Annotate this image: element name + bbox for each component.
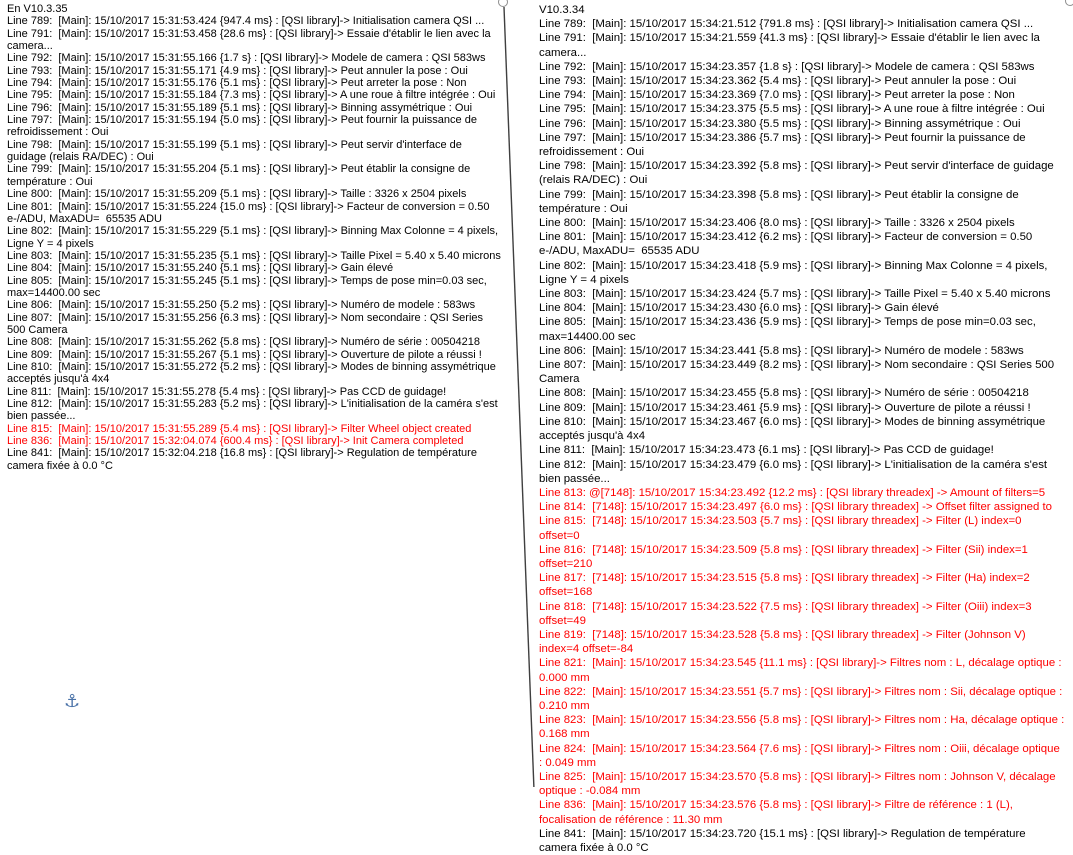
log-entry: Line 808: [Main]: 15/10/2017 15:31:55.262 {5.8 ms} : [QSI library]-> Numéro de série : 00504218 xyxy=(7,336,504,348)
log-entry: Line 792: [Main]: 15/10/2017 15:34:23.357 {1.8 s} : [QSI library]-> Modele de camera : QSI 583ws xyxy=(539,60,1065,74)
log-entry: Line 818: [7148]: 15/10/2017 15:34:23.522 {7.5 ms} : [QSI library threadex] -> Filter (Oiii) index=3 offset=49 xyxy=(539,600,1065,628)
log-entry: Line 811: [Main]: 15/10/2017 15:31:55.278 {5.4 ms} : [QSI library]-> Pas CCD de guidage! xyxy=(7,386,504,398)
log-entry: Line 805: [Main]: 15/10/2017 15:34:23.436 {5.9 ms} : [QSI library]-> Temps de pose min=0.03 sec, max=14400.00 sec xyxy=(539,315,1065,343)
log-entry: Line 824: [Main]: 15/10/2017 15:34:23.564 {7.6 ms} : [QSI library]-> Filtres nom : Oiii, décalage optique : 0.049 mm xyxy=(539,742,1065,770)
log-entry: Line 804: [Main]: 15/10/2017 15:34:23.430 {6.0 ms} : [QSI library]-> Gain élevé xyxy=(539,301,1065,315)
log-entry: Line 812: [Main]: 15/10/2017 15:34:23.479 {6.0 ms} : [QSI library]-> L'initialisation de la caméra s'est bien passée... xyxy=(539,458,1065,486)
log-entry: Line 789: [Main]: 15/10/2017 15:31:53.424 {947.4 ms} : [QSI library]-> Initialisation camera QSI ... xyxy=(7,15,504,27)
log-entry: Line 825: [Main]: 15/10/2017 15:34:23.570 {5.8 ms} : [QSI library]-> Filtres nom : Johnson V, décalage optique : -0.084 mm xyxy=(539,770,1065,798)
log-panel-right-v10-3-34 xyxy=(539,3,1065,855)
log-entry: Line 812: [Main]: 15/10/2017 15:31:55.283 {5.2 ms} : [QSI library]-> L'initialisation de la caméra s'est bien passée... xyxy=(7,398,504,423)
panel-left-title: En V10.3.35 xyxy=(7,3,504,15)
log-entry: Line 814: [7148]: 15/10/2017 15:34:23.497 {6.0 ms} : [QSI library threadex] -> Offset filter assigned to xyxy=(539,500,1065,514)
panel-right-title: V10.3.34 xyxy=(539,3,1065,17)
log-entry: Line 806: [Main]: 15/10/2017 15:34:23.441 {5.8 ms} : [QSI library]-> Numéro de modele : 583ws xyxy=(539,344,1065,358)
log-entry: Line 801: [Main]: 15/10/2017 15:34:23.412 {6.2 ms} : [QSI library]-> Facteur de conversion = 0.50 e-/ADU, MaxADU= 65535 ADU xyxy=(539,230,1065,258)
log-entry: Line 807: [Main]: 15/10/2017 15:31:55.256 {6.3 ms} : [QSI library]-> Nom secondaire : QSI Series 500 Camera xyxy=(7,312,504,337)
log-entry: Line 841: [Main]: 15/10/2017 15:34:23.720 {15.1 ms} : [QSI library]-> Regulation de température camera fixée à 0.0 °C xyxy=(539,827,1065,855)
log-entry: Line 798: [Main]: 15/10/2017 15:34:23.392 {5.8 ms} : [QSI library]-> Peut servir d'interface de guidage (relais RA/DEC) : Oui xyxy=(539,159,1065,187)
log-entry: Line 789: [Main]: 15/10/2017 15:34:21.512 {791.8 ms} : [QSI library]-> Initialisation camera QSI ... xyxy=(539,17,1065,31)
log-entry: Line 810: [Main]: 15/10/2017 15:31:55.272 {5.2 ms} : [QSI library]-> Modes de binning assymétrique acceptés jusqu'à 4x4 xyxy=(7,361,504,386)
log-entry: Line 797: [Main]: 15/10/2017 15:31:55.194 {5.0 ms} : [QSI library]-> Peut fournir la puissance de refroidissement : Oui xyxy=(7,114,504,139)
log-entry: Line 823: [Main]: 15/10/2017 15:34:23.556 {5.8 ms} : [QSI library]-> Filtres nom : Ha, décalage optique : 0.168 mm xyxy=(539,713,1065,741)
column-divider-line xyxy=(504,7,534,787)
log-entry: Line 810: [Main]: 15/10/2017 15:34:23.467 {6.0 ms} : [QSI library]-> Modes de binning assymétrique acceptés jusqu'à 4x4 xyxy=(539,415,1065,443)
log-entry: Line 815: [7148]: 15/10/2017 15:34:23.503 {5.7 ms} : [QSI library threadex] -> Filter (L) index=0 offset=0 xyxy=(539,514,1065,542)
log-entry: Line 800: [Main]: 15/10/2017 15:34:23.406 {8.0 ms} : [QSI library]-> Taille : 3326 x 2504 pixels xyxy=(539,216,1065,230)
log-entry: Line 819: [7148]: 15/10/2017 15:34:23.528 {5.8 ms} : [QSI library threadex] -> Filter (Johnson V) index=4 offset=-84 xyxy=(539,628,1065,656)
log-entry: Line 793: [Main]: 15/10/2017 15:31:55.171 {4.9 ms} : [QSI library]-> Peut annuler la pose : Oui xyxy=(7,65,504,77)
log-entry: Line 795: [Main]: 15/10/2017 15:34:23.375 {5.5 ms} : [QSI library]-> A une roue à filtre intégrée : Oui xyxy=(539,102,1065,116)
log-entry: Line 804: [Main]: 15/10/2017 15:31:55.240 {5.1 ms} : [QSI library]-> Gain élevé xyxy=(7,262,504,274)
log-entry: Line 793: [Main]: 15/10/2017 15:34:23.362 {5.4 ms} : [QSI library]-> Peut annuler la pose : Oui xyxy=(539,74,1065,88)
object-anchor-icon[interactable]: ⚓ xyxy=(64,690,80,712)
log-entry: Line 815: [Main]: 15/10/2017 15:31:55.289 {5.4 ms} : [QSI library]-> Filter Wheel object created xyxy=(7,423,504,435)
log-entry: Line 809: [Main]: 15/10/2017 15:31:55.267 {5.1 ms} : [QSI library]-> Ouverture de pilote a réussi ! xyxy=(7,349,504,361)
log-entry: Line 802: [Main]: 15/10/2017 15:31:55.229 {5.1 ms} : [QSI library]-> Binning Max Colonne = 4 pixels, Ligne Y = 4 pixels xyxy=(7,225,504,250)
panel-right-log-lines xyxy=(539,17,1065,855)
log-entry: Line 801: [Main]: 15/10/2017 15:31:55.224 {15.0 ms} : [QSI library]-> Facteur de conversion = 0.50 e-/ADU, MaxADU= 65535 ADU xyxy=(7,201,504,226)
log-entry: Line 805: [Main]: 15/10/2017 15:31:55.245 {5.1 ms} : [QSI library]-> Temps de pose min=0.03 sec, max=14400.00 sec xyxy=(7,275,504,300)
log-entry: Line 807: [Main]: 15/10/2017 15:34:23.449 {8.2 ms} : [QSI library]-> Nom secondaire : QSI Series 500 Camera xyxy=(539,358,1065,386)
log-entry: Line 836: [Main]: 15/10/2017 15:32:04.074 {600.4 ms} : [QSI library]-> Init Camera completed xyxy=(7,435,504,447)
log-entry: Line 791: [Main]: 15/10/2017 15:34:21.559 {41.3 ms} : [QSI library]-> Essaie d'établir le lien avec la camera... xyxy=(539,31,1065,59)
log-entry: Line 813: @[7148]: 15/10/2017 15:34:23.492 {12.2 ms} : [QSI library threadex] -> Amount of filters=5 xyxy=(539,486,1065,500)
log-entry: Line 802: [Main]: 15/10/2017 15:34:23.418 {5.9 ms} : [QSI library]-> Binning Max Colonne = 4 pixels, Ligne Y = 4 pixels xyxy=(539,259,1065,287)
log-entry: Line 796: [Main]: 15/10/2017 15:34:23.380 {5.5 ms} : [QSI library]-> Binning assymétrique : Oui xyxy=(539,117,1065,131)
log-entry: Line 808: [Main]: 15/10/2017 15:34:23.455 {5.8 ms} : [QSI library]-> Numéro de série : 00504218 xyxy=(539,386,1065,400)
log-entry: Line 794: [Main]: 15/10/2017 15:34:23.369 {7.0 ms} : [QSI library]-> Peut arreter la pose : Non xyxy=(539,88,1065,102)
log-entry: Line 792: [Main]: 15/10/2017 15:31:55.166 {1.7 s} : [QSI library]-> Modele de camera : QSI 583ws xyxy=(7,52,504,64)
log-entry: Line 841: [Main]: 15/10/2017 15:32:04.218 {16.8 ms} : [QSI library]-> Regulation de température camera fixée à 0.0 °C xyxy=(7,447,504,472)
panel-left-log-lines xyxy=(7,15,504,472)
log-entry: Line 817: [7148]: 15/10/2017 15:34:23.515 {5.8 ms} : [QSI library threadex] -> Filter (Ha) index=2 offset=168 xyxy=(539,571,1065,599)
log-entry: Line 795: [Main]: 15/10/2017 15:31:55.184 {7.3 ms} : [QSI library]-> A une roue à filtre intégrée : Oui xyxy=(7,89,504,101)
log-entry: Line 799: [Main]: 15/10/2017 15:34:23.398 {5.8 ms} : [QSI library]-> Peut établir la consigne de température : Oui xyxy=(539,188,1065,216)
log-entry: Line 809: [Main]: 15/10/2017 15:34:23.461 {5.9 ms} : [QSI library]-> Ouverture de pilote a réussi ! xyxy=(539,401,1065,415)
log-entry: Line 791: [Main]: 15/10/2017 15:31:53.458 {28.6 ms} : [QSI library]-> Essaie d'établir le lien avec la camera... xyxy=(7,28,504,53)
log-entry: Line 803: [Main]: 15/10/2017 15:31:55.235 {5.1 ms} : [QSI library]-> Taille Pixel = 5.40 x 5.40 microns xyxy=(7,250,504,262)
log-entry: Line 797: [Main]: 15/10/2017 15:34:23.386 {5.7 ms} : [QSI library]-> Peut fournir la puissance de refroidissement : Oui xyxy=(539,131,1065,159)
log-entry: Line 806: [Main]: 15/10/2017 15:31:55.250 {5.2 ms} : [QSI library]-> Numéro de modele : 583ws xyxy=(7,299,504,311)
log-entry: Line 800: [Main]: 15/10/2017 15:31:55.209 {5.1 ms} : [QSI library]-> Taille : 3326 x 2504 pixels xyxy=(7,188,504,200)
log-entry: Line 803: [Main]: 15/10/2017 15:34:23.424 {5.7 ms} : [QSI library]-> Taille Pixel = 5.40 x 5.40 microns xyxy=(539,287,1065,301)
log-entry: Line 794: [Main]: 15/10/2017 15:31:55.176 {5.1 ms} : [QSI library]-> Peut arreter la pose : Non xyxy=(7,77,504,89)
log-entry: Line 822: [Main]: 15/10/2017 15:34:23.551 {5.7 ms} : [QSI library]-> Filtres nom : Sii, décalage optique : 0.210 mm xyxy=(539,685,1065,713)
log-entry: Line 811: [Main]: 15/10/2017 15:34:23.473 {6.1 ms} : [QSI library]-> Pas CCD de guidage! xyxy=(539,443,1065,457)
log-entry: Line 836: [Main]: 15/10/2017 15:34:23.576 {5.8 ms} : [QSI library]-> Filtre de référence : 1 (L), focalisation de référence : 11.30 mm xyxy=(539,798,1065,826)
log-entry: Line 796: [Main]: 15/10/2017 15:31:55.189 {5.1 ms} : [QSI library]-> Binning assymétrique : Oui xyxy=(7,102,504,114)
log-entry: Line 799: [Main]: 15/10/2017 15:31:55.204 {5.1 ms} : [QSI library]-> Peut établir la consigne de température : Oui xyxy=(7,163,504,188)
log-entry: Line 821: [Main]: 15/10/2017 15:34:23.545 {11.1 ms} : [QSI library]-> Filtres nom : L, décalage optique : 0.000 mm xyxy=(539,656,1065,684)
log-entry: Line 798: [Main]: 15/10/2017 15:31:55.199 {5.1 ms} : [QSI library]-> Peut servir d'interface de guidage (relais RA/DEC) : Oui xyxy=(7,139,504,164)
log-entry: Line 816: [7148]: 15/10/2017 15:34:23.509 {5.8 ms} : [QSI library threadex] -> Filter (Sii) index=1 offset=210 xyxy=(539,543,1065,571)
log-panel-left-v10-3-35 xyxy=(7,3,504,472)
top-right-resize-handle-icon[interactable] xyxy=(1066,0,1073,6)
